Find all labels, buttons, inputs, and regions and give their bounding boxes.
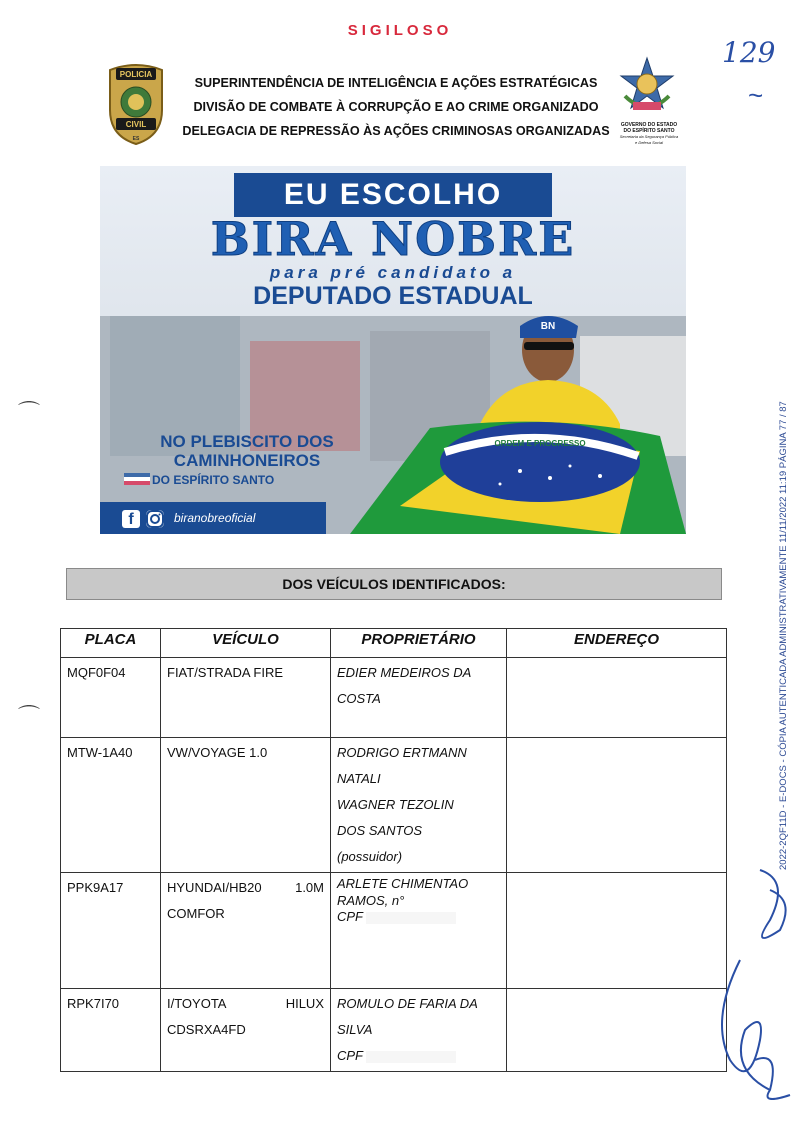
- vehicle-cell: VW/VOYAGE 1.0: [161, 738, 331, 873]
- margin-mark: ⌒: [18, 704, 41, 729]
- classification-label: SIGILOSO: [347, 22, 453, 39]
- handwritten-page-number: 129: [722, 36, 776, 69]
- owner-cell: ROMULO DE FARIA DA SILVA CPF: [331, 989, 507, 1072]
- svg-text:CIVIL: CIVIL: [125, 120, 147, 129]
- poster-plebiscite: NO PLEBISCITO DOS CAMINHONEIROS: [160, 432, 334, 470]
- vehicle-cell: I/TOYOTA HILUX CDSRXA4FD: [161, 989, 331, 1072]
- column-header-plate: PLACA: [61, 629, 161, 658]
- instagram-icon: [146, 510, 164, 528]
- handwritten-signature: [700, 860, 800, 1110]
- plate-cell: MQF0F04: [61, 658, 161, 738]
- vehicle-cell: FIAT/STRADA FIRE: [161, 658, 331, 738]
- social-handle: biranobreoficial: [174, 511, 256, 525]
- section-title: DOS VEÍCULOS IDENTIFICADOS:: [66, 568, 722, 600]
- table-row: [61, 873, 727, 989]
- plate-cell: MTW-1A40: [61, 738, 161, 873]
- table-row: [61, 658, 727, 738]
- letterhead-line-1: SUPERINTENDÊNCIA DE INTELIGÊNCIA E AÇÕES ESTRATÉGICAS: [194, 76, 598, 90]
- candidate-name: BIRA NOBRE: [210, 212, 576, 266]
- letterhead-line-2: DIVISÃO DE COMBATE À CORRUPÇÃO E AO CRIME ORGANIZADO: [193, 100, 599, 114]
- letterhead: [176, 71, 616, 143]
- owner-cell: ARLETE CHIMENTAO RAMOS, n° CPF: [331, 873, 507, 989]
- campaign-poster: [100, 166, 686, 534]
- address-cell: [507, 738, 727, 873]
- poster-state: DO ESPÍRITO SANTO: [152, 473, 275, 487]
- address-cell: [507, 873, 727, 989]
- column-header-vehicle: VEÍCULO: [161, 629, 331, 658]
- state-flag-icon: [124, 473, 150, 485]
- table-row: [61, 738, 727, 873]
- owner-cell: EDIER MEDEIROS DA COSTA: [331, 658, 507, 738]
- redacted-area: [366, 1051, 456, 1063]
- state-crest-logo: [617, 56, 677, 118]
- facebook-icon: f: [122, 510, 140, 528]
- column-header-owner: PROPRIETÁRIO: [331, 629, 507, 658]
- margin-mark: ⌒: [18, 400, 41, 425]
- flag-motto: ORDEM E PROGRESSO: [494, 439, 586, 448]
- svg-text:ES: ES: [132, 136, 140, 142]
- poster-subtitle: para pré candidato a: [269, 263, 517, 282]
- address-cell: [507, 989, 727, 1072]
- state-government-label: GOVERNO DO ESTADO DO ESPÍRITO SANTO Secretaria da Segurança Pública e Defesa Social: [619, 122, 679, 145]
- poster-social-bar: [100, 502, 326, 534]
- poster-office: DEPUTADO ESTADUAL: [253, 282, 533, 310]
- vehicles-table: [60, 628, 727, 1072]
- column-header-address: ENDEREÇO: [507, 629, 727, 658]
- table-header-row: [61, 629, 727, 658]
- table-row: [61, 989, 727, 1072]
- address-cell: [507, 658, 727, 738]
- police-badge-logo: [106, 60, 166, 146]
- redacted-area: [366, 912, 456, 924]
- owner-cell: RODRIGO ERTMANN NATALI WAGNER TEZOLIN DOS SANTOS (possuidor): [331, 738, 507, 873]
- plate-cell: RPK7I70: [61, 989, 161, 1072]
- svg-text:POLICIA: POLICIA: [119, 70, 153, 79]
- authentication-stamp: 2022-2QF11D - E-DOCS - CÓPIA AUTENTICADA ADMINISTRATIVAMENTE 11/11/2022 11:19 PÁGINA 77 / 87: [778, 401, 789, 870]
- cap-text: BN: [540, 321, 556, 332]
- vehicle-cell: HYUNDAI/HB20 1.0M COMFOR: [161, 873, 331, 989]
- poster-headline: EU ESCOLHO: [234, 173, 552, 217]
- plate-cell: PPK9A17: [61, 873, 161, 989]
- cpf-line: CPF: [337, 909, 500, 925]
- handwritten-mark: ~: [748, 80, 764, 110]
- letterhead-line-3: DELEGACIA DE REPRESSÃO ÀS AÇÕES CRIMINOSAS ORGANIZADAS: [182, 124, 610, 138]
